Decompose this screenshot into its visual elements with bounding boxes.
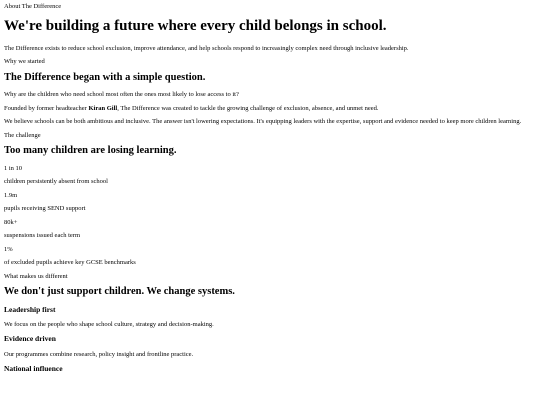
stat-value: 1 in 10 xyxy=(4,164,23,172)
founder-name: Kiran Gill xyxy=(88,104,118,112)
hero-section xyxy=(4,18,536,52)
stat-value: 80k+ xyxy=(4,218,18,226)
pillar-title: National influence xyxy=(4,364,63,374)
pillar-title: Leadership first xyxy=(4,304,56,314)
page-label: About The Difference xyxy=(4,3,62,10)
stat-caption: pupils receiving SEND support xyxy=(4,205,86,213)
pillar-evidence xyxy=(4,335,536,358)
pillar-national xyxy=(4,365,536,373)
stat-value: 1% xyxy=(4,245,13,253)
stat-caption: children persistently absent from school xyxy=(4,178,108,186)
pillar-leadership xyxy=(4,306,536,329)
hero-title: We're building a future where every child belongs in school. xyxy=(4,18,387,35)
founded-prefix: Founded by former headteacher xyxy=(4,104,89,112)
challenge-label: The challenge xyxy=(4,131,41,139)
different-heading: We don't just support children. We change systems. xyxy=(4,286,235,298)
stats-list xyxy=(4,165,536,267)
hero-intro: The Difference exists to reduce school exclusion, improve attendance, and help schools respond to increasingly complex need through inclusive leadership. xyxy=(4,44,409,52)
why-heading: The Difference began with a simple question. xyxy=(4,71,206,83)
founded-suffix: , The Difference was created to tackle the growing challenge of exclusion, absence, and unmet need. xyxy=(117,104,379,112)
why-section xyxy=(4,58,536,125)
challenge-section xyxy=(4,132,536,267)
pillar-text: Our programmes combine research, policy insight and frontline practice. xyxy=(4,350,194,358)
why-question: Why are the children who need school most often the ones most likely to lose access to it? xyxy=(4,91,239,99)
stat-caption: suspensions issued each term xyxy=(4,232,81,240)
belief-text: We believe schools can be both ambitious and inclusive. The answer isn't lowering expectations. It's equipping leaders with the expertise, support and evidence needed to keep more children learning. xyxy=(4,118,522,126)
stat-value: 1.9m xyxy=(4,191,18,199)
stat-caption: of excluded pupils achieve key GCSE benchmarks xyxy=(4,259,136,267)
pillar-text: We focus on the people who shape school culture, strategy and decision-making. xyxy=(4,320,214,328)
founded-text xyxy=(4,105,536,112)
challenge-heading: Too many children are losing learning. xyxy=(4,145,177,157)
different-label: What makes us different xyxy=(4,272,68,280)
why-label: Why we started xyxy=(4,58,45,66)
pillar-title: Evidence driven xyxy=(4,334,56,344)
different-section xyxy=(4,273,536,374)
